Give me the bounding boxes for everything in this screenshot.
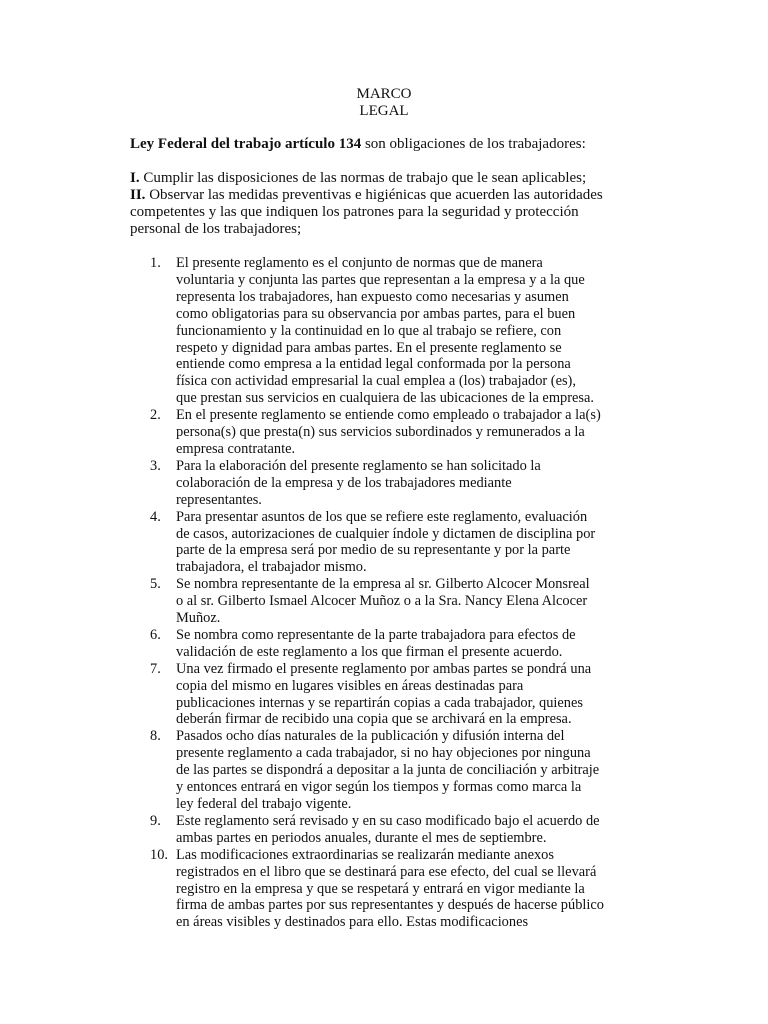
list-item-text-line: de las partes se dispondrá a depositar a la junta de conciliación y arbitraje [176,762,600,779]
intro-text: son obligaciones de los trabajadores: [361,136,586,152]
list-item-text-line: trabajadora, el trabajador mismo. [176,559,367,576]
list-item-number: 9. [150,812,161,829]
list-item-text-line: publicaciones internas y se repartirán copias a cada trabajador, quienes [176,694,583,711]
intro-paragraph [130,136,650,153]
list-item-text-line: Pasados ocho días naturales de la publicación y difusión interna del [176,728,565,745]
list-item-text-line: empresa contratante. [176,440,296,457]
list-item-text-line: Muñoz. [176,610,221,627]
list-item-text-line: El presente reglamento es el conjunto de normas que de manera [176,255,543,271]
list-item [150,847,650,932]
list-item [150,255,650,407]
obligation-ii [130,187,650,204]
list-item-text-line: Este reglamento será revisado y en su caso modificado bajo el acuerdo de [176,812,600,829]
intro-law-reference: Ley Federal del trabajo artículo 134 [130,136,362,152]
list-item-number: 6. [150,626,161,643]
list-item [150,407,650,458]
list-item-number: 2. [150,407,161,424]
list-item-text-line: como obligatorias para su observancia por ambas partes, para el buen [176,305,576,322]
list-item-text-line: representantes. [176,491,262,508]
list-item-number: 10. [150,846,168,863]
title-line-2: LEGAL [359,103,409,119]
list-item-text-line: Una vez firmado el presente reglamento por ambas partes se pondrá una [176,660,592,677]
list-item-text-line: de casos, autorizaciones de cualquier índole y dictamen de disciplina por [176,525,596,542]
list-item-text-line: registro en la empresa y que se respetará y entrará en vigor mediante la [176,880,585,897]
list-item-text-line: En el presente reglamento se entiende como empleado o trabajador a la(s) [176,407,601,424]
list-item [150,509,650,577]
list-item-text-line: Se nombra como representante de la parte trabajadora para efectos de [176,626,576,643]
list-item-text-line: parte de la empresa será por medio de su representante y por la parte [176,542,571,559]
list-item-text-line: ley federal del trabajo vigente. [176,796,352,812]
list-item-text-line: entiende como empresa a la entidad legal conformada por la persona [176,356,571,373]
list-item-text-line: ambas partes en periodos anuales, durante el mes de septiembre. [176,829,547,846]
list-item [150,576,650,627]
list-item [150,627,650,661]
list-item-text-line: o al sr. Gilberto Ismael Alcocer Muñoz o a la Sra. Nancy Elena Alcocer [176,593,588,610]
list-item-text-line: física con actividad empresarial la cual emplea a (los) trabajador (es), [176,373,576,390]
list-item-text-line: Las modificaciones extraordinarias se realizarán mediante anexos [176,846,554,863]
obligation-text-line: competentes y las que indiquen los patrones para la seguridad y protección [130,204,579,220]
list-item-number: 7. [150,660,161,677]
list-item-text-line: respeto y dignidad para ambas partes. En el presente reglamento se [176,339,562,356]
list-item [150,728,650,813]
list-item-number: 5. [150,576,161,593]
list-item-number: 4. [150,508,161,525]
list-item-text-line: copia del mismo en lugares visibles en áreas destinadas para [176,677,524,694]
list-item-text-line: persona(s) que presta(n) sus servicios subordinados y remunerados a la [176,424,585,441]
list-item-text-line: deberán firmar de recibido una copia que se archivará en la empresa. [176,711,572,728]
obligation-numeral: I. [130,170,140,186]
list-item [150,813,650,847]
list-item-text-line: validación de este reglamento a los que firman el presente acuerdo. [176,643,563,660]
list-item-text-line: Para la elaboración del presente reglamento se han solicitado la [176,457,541,474]
list-item-text-line: firma de ambas partes por sus representantes y después de hacerse público [176,897,604,914]
numbered-list [150,255,650,931]
list-item-number: 3. [150,457,161,474]
list-item-number: 1. [150,255,161,271]
list-item-text-line: colaboración de la empresa y de los trabajadores mediante [176,474,512,491]
obligation-text: Cumplir las disposiciones de las normas de trabajo que le sean aplicables; [143,170,587,186]
list-item-text-line: registrados en el libro que se destinará para ese efecto, del cual se llevará [176,863,597,880]
obligation-numeral: II. [130,187,146,203]
list-item-text-line: que prestan sus servicios en cualquiera de las ubicaciones de la empresa. [176,390,594,407]
obligation-text: Observar las medidas preventivas e higiénicas que acuerden las autoridades [149,187,603,203]
list-item-text-line: presente reglamento a cada trabajador, si no hay objeciones por ninguna [176,745,591,762]
list-item-text-line: funcionamiento y la continuidad en lo que al trabajo se refiere, con [176,322,562,339]
obligation-text-line: personal de los trabajadores; [130,221,302,237]
list-item-text-line: representa los trabajadores, han expuesto como necesarias y asumen [176,288,569,305]
obligation-i [130,170,650,187]
list-item-text-line: voluntaria y conjunta las partes que representan a la empresa y a la que [176,271,585,288]
title-line-1: MARCO [356,86,412,102]
list-item-text-line: y entonces entrará en vigor según los tiempos y formas como marca la [176,779,582,796]
list-item [150,661,650,729]
obligations-block [130,170,650,238]
list-item-text-line: Para presentar asuntos de los que se refiere este reglamento, evaluación [176,508,588,525]
list-item-number: 8. [150,728,161,745]
list-item-text-line: Se nombra representante de la empresa al sr. Gilberto Alcocer Monsreal [176,576,590,593]
list-item [150,458,650,509]
list-item-text-line: en áreas visibles y destinados para ello. Estas modificaciones [176,914,529,931]
